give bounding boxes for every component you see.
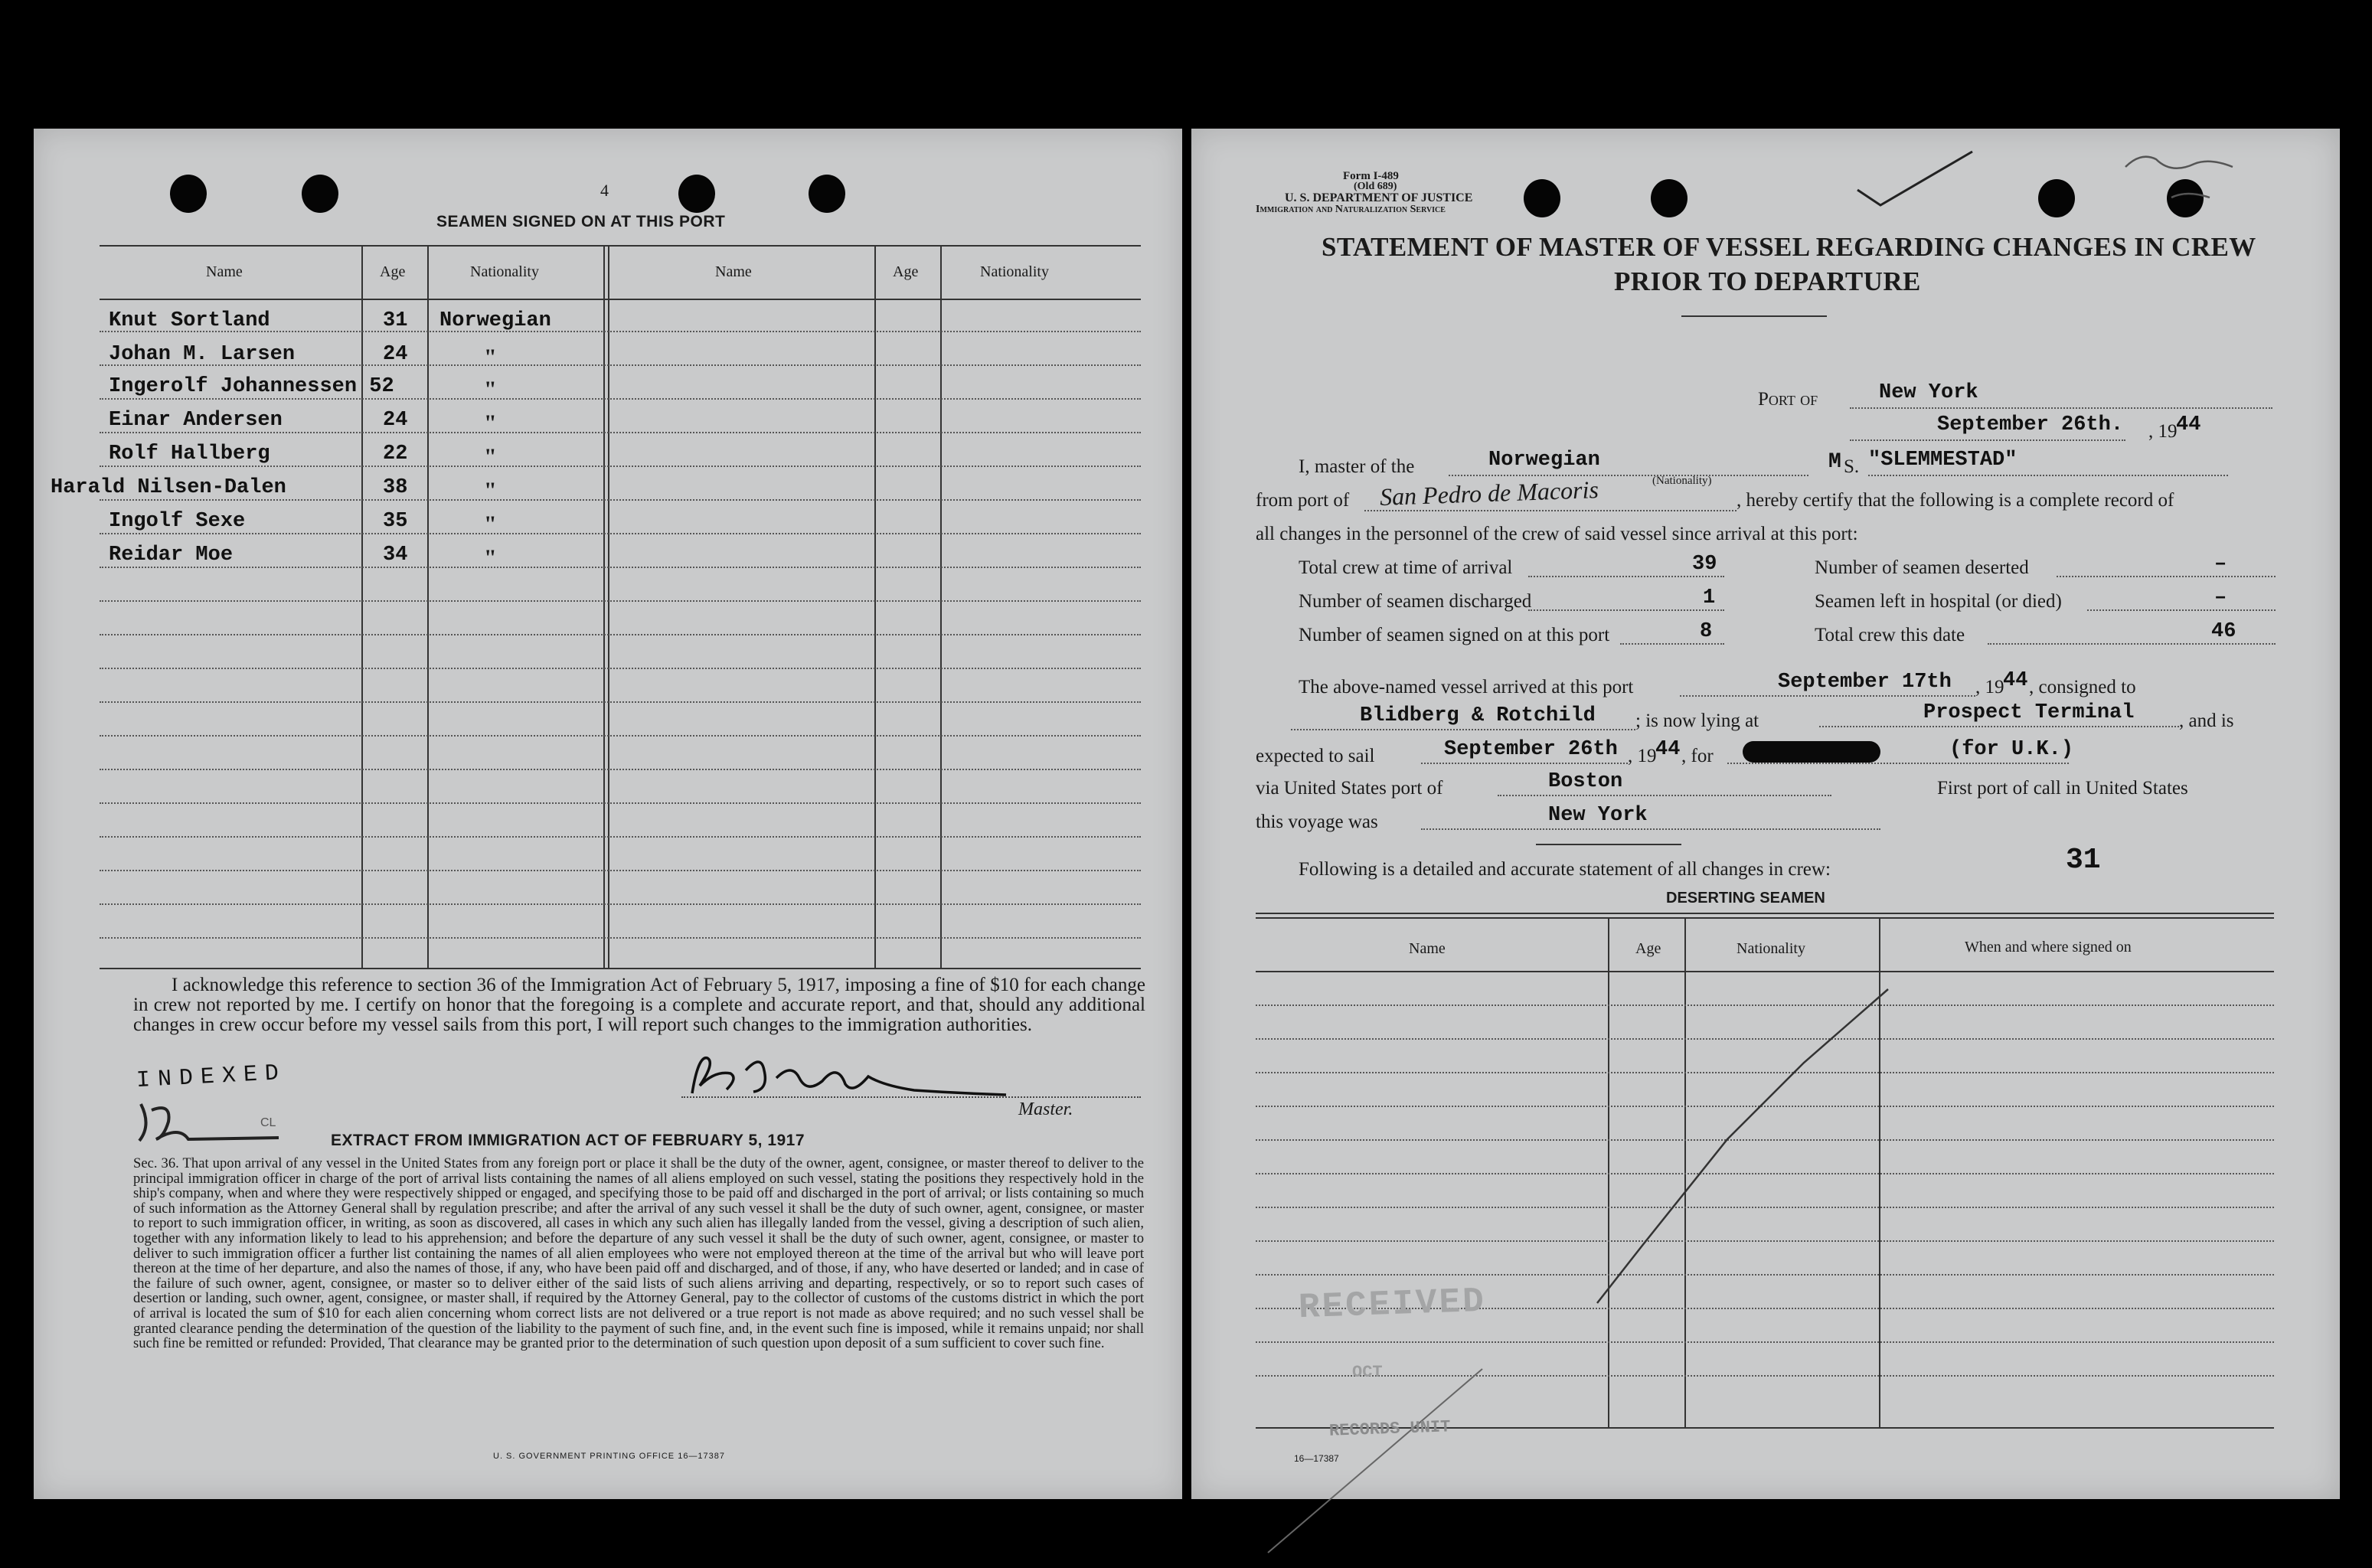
seaman-name: Johan M. Larsen [109, 343, 296, 366]
via-label: via United States port of [1256, 778, 1443, 799]
col-header-name-2: Name [715, 263, 752, 280]
deserted-value: – [2214, 553, 2227, 576]
seaman-nationality: Norwegian [439, 309, 551, 332]
signed-on-value: 8 [1700, 620, 1713, 643]
cancel-stroke-icon [1253, 971, 2248, 1568]
section-title: SEAMEN SIGNED ON AT THIS PORT [436, 213, 726, 230]
arrived-year: 44 [2003, 669, 2028, 692]
expected-year: 44 [1655, 738, 1681, 761]
date-year-prefix: , 19 [2148, 421, 2178, 442]
seaman-age: 24 [383, 343, 408, 366]
voyage-value: New York [1548, 804, 1648, 827]
seaman-age: 34 [383, 544, 408, 567]
ditto-mark: " [484, 410, 497, 436]
deserting-title: DESERTING SEAMEN [1666, 890, 1825, 906]
from-port-label: from port of [1256, 490, 1350, 511]
seaman-name: Rolf Hallberg [109, 443, 270, 466]
hospital-value: – [2214, 586, 2227, 609]
extract-text: Sec. 36. That upon arrival of any vessel in the United States from any foreign port or place it shall be the duty of the owner, agent, consignee, or master thereof to deliver to the principal immigration officer in charge of the port of arrival lists containing the names of all aliens employed on such vessel, stating the positions they respectively hold in the ship's company, when and where they were respectively shipped or engaged, and specifying those to be paid off and discharged in the port of arrival; or lists containing so much of such information as the Attorney General shall by regulation prescribe; and after the arrival of any such vessel it shall be the duty of such owner, agent, consignee, or master to report to such immigration officer, in writing, as soon as discovered, all cases in which any such alien has illegally landed from the vessel, giving a description of such alien, together with any information likely to lead to his apprehension; and before the departure of any such vessel it shall be the duty of such owner, agent, consignee, or master to deliver to such immigration officer a further list containing the names of all alien employees who were not employed thereon at the time of the arrival but who will leave port thereon at the time of her departure, and also the names of those, if any, who have been paid off and discharged, and of those, if any, who have deserted or landed; and in case of the failure of such owner, agent, consignee, or master so to deliver either of the said lists of such aliens arriving and departing, respectively, or so to report such cases of desertion or landing, such owner, agent, consignee, or master shall, if required by the Attorney General, pay to the collector of customs of the customs district in which the port of arrival is located the sum of $10 for each alien concerning whom correct lists are not delivered or a true report is not made as above required; and no such vessel shall be granted clearance pending the determination of the question of the liability to the payment of such fine, and, in the event such fine is imposed, while it remains unpaid; nor shall such fine be remitted or refunded: Provided, That clearance may be granted prior to the determination of such question upon deposit of a sum sufficient to cover such fine. [133, 1155, 1144, 1352]
form-title-line2: PRIOR TO DEPARTURE [1614, 266, 1921, 296]
left-page [34, 129, 1182, 1499]
for-label: , for [1681, 746, 1714, 766]
desert-col-name: Name [1409, 940, 1446, 957]
via-value: Boston [1548, 770, 1623, 793]
consigned-label: , consigned to [2029, 677, 2136, 697]
page-number: 4 [600, 181, 609, 200]
seaman-age: 35 [383, 510, 408, 533]
ditto-mark: " [484, 478, 497, 503]
col-header-nationality: Nationality [470, 263, 539, 280]
ditto-mark: " [484, 345, 497, 370]
nationality-value: Norwegian [1488, 449, 1600, 472]
seaman-name: Reidar Moe [109, 544, 234, 567]
extract-title: EXTRACT FROM IMMIGRATION ACT OF FEBRUARY 5, 1917 [331, 1132, 805, 1149]
master-of-label: I, master of the [1299, 456, 1415, 477]
seaman-name: Knut Sortland [109, 309, 270, 332]
clerk-stamp: CL [260, 1116, 276, 1129]
ditto-mark: " [484, 444, 497, 469]
total-crew-arrival-label: Total crew at time of arrival [1299, 557, 1513, 578]
certify-text-2: all changes in the personnel of the crew of said vessel since arrival at this port: [1256, 524, 1858, 544]
punch-hole [1524, 179, 1560, 217]
vessel-prefix: S. [1844, 456, 1860, 477]
department: U. S. DEPARTMENT OF JUSTICE [1285, 191, 1473, 204]
col-header-age: Age [380, 263, 406, 280]
date-year: 44 [2176, 413, 2201, 436]
following-number: 31 [2066, 844, 2101, 877]
printer-line: U. S. GOVERNMENT PRINTING OFFICE 16—17387 [493, 1452, 726, 1461]
col-header-nationality-2: Nationality [980, 263, 1049, 280]
from-port-value: San Pedro de Macoris [1379, 475, 1599, 511]
consignee: Blidberg & Rotchild [1360, 704, 1596, 727]
deserted-label: Number of seamen deserted [1815, 557, 2029, 578]
date-value: September 26th. [1937, 413, 2124, 436]
port-value: New York [1879, 381, 1978, 404]
signed-on-label: Number of seamen signed on at this port [1299, 625, 1610, 645]
hospital-label: Seamen left in hospital (or died) [1815, 591, 2062, 612]
punch-hole [678, 175, 715, 213]
following-text: Following is a detailed and accurate statement of all changes in crew: [1299, 859, 1831, 880]
destination: (for U.K.) [1949, 738, 2074, 761]
certify-text: , hereby certify that the following is a complete record of [1737, 490, 2174, 511]
discharged-label: Number of seamen discharged [1299, 591, 1532, 612]
oct-stamp: OCT [1352, 1363, 1383, 1382]
vessel-name: "SLEMMESTAD" [1868, 449, 2018, 472]
arrived-label: The above-named vessel arrived at this port [1299, 677, 1634, 697]
expected-date: September 26th [1444, 738, 1618, 761]
redaction-mark [1743, 741, 1880, 763]
punch-hole [1651, 179, 1688, 217]
footer-code: 16—17387 [1294, 1453, 1339, 1464]
vessel-mark: M [1828, 450, 1841, 474]
lying-value: Prospect Terminal [1923, 701, 2135, 724]
desert-col-age: Age [1635, 940, 1661, 957]
lying-label: ; is now lying at [1635, 710, 1759, 731]
seaman-age: 22 [383, 443, 408, 466]
desert-col-when-where: When and where signed on [1965, 939, 2132, 956]
discharged-value: 1 [1703, 586, 1716, 609]
total-crew-date-value: 46 [2211, 620, 2236, 643]
acknowledgment-text: I acknowledge this reference to section 36 of the Immigration Act of February 5, 1917, imposing a fine of $10 for each change in crew not reported by me. I certify on honor that the foregoing is a complete and accurate report, and that, should any additional changes in crew occur before my vessel sails from this port, I will report such changes to the immigration authorities. [133, 975, 1145, 1035]
desert-col-nationality: Nationality [1737, 940, 1805, 957]
seaman-name: Einar Andersen [109, 409, 283, 432]
nationality-caption: (Nationality) [1652, 475, 1712, 487]
ditto-mark: " [484, 377, 497, 402]
arrived-date: September 17th [1778, 671, 1952, 694]
expected-label: expected to sail [1256, 746, 1375, 766]
voyage-label: this voyage was [1256, 812, 1378, 832]
ditto-mark: " [484, 511, 497, 537]
received-stamp: RECEIVED [1298, 1281, 1487, 1328]
seaman-name: Ingolf Sexe [109, 510, 246, 533]
first-call-label: First port of call in United States [1937, 778, 2188, 799]
seaman-age: 24 [383, 409, 408, 432]
punch-hole [302, 175, 338, 213]
punch-hole [170, 175, 207, 213]
seaman-name: Harald Nilsen-Dalen [51, 476, 286, 499]
col-header-age-2: Age [893, 263, 919, 280]
seaman-name: Ingerolf Johannessen 52 [109, 375, 394, 398]
col-header-name: Name [206, 263, 243, 280]
records-stamp: RECORDS UNIT [1328, 1417, 1451, 1441]
form-old-number: (Old 689) [1354, 181, 1397, 192]
form-title-line1: STATEMENT OF MASTER OF VESSEL REGARDING CHANGES IN CREW [1322, 232, 2256, 262]
clerk-initials-icon [126, 1095, 309, 1148]
indexed-stamp: INDEXED [136, 1060, 287, 1095]
master-label: Master. [1018, 1099, 1073, 1119]
form-number: Form I-489 [1343, 170, 1399, 182]
arrived-year-prefix: , 19 [1975, 677, 2004, 697]
checkmark-icon [1850, 144, 2248, 228]
right-page [1191, 129, 2340, 1499]
total-crew-date-label: Total crew this date [1815, 625, 1965, 645]
total-crew-arrival-value: 39 [1692, 553, 1717, 576]
seaman-age: 38 [383, 476, 408, 499]
service: Immigration and Naturalization Service [1256, 204, 1446, 215]
port-label: Port of [1758, 389, 1818, 410]
ditto-mark: " [484, 545, 497, 570]
seaman-age: 31 [383, 309, 408, 332]
and-is-label: , and is [2179, 710, 2234, 731]
punch-hole [809, 175, 845, 213]
expected-year-prefix: , 19 [1628, 746, 1657, 766]
